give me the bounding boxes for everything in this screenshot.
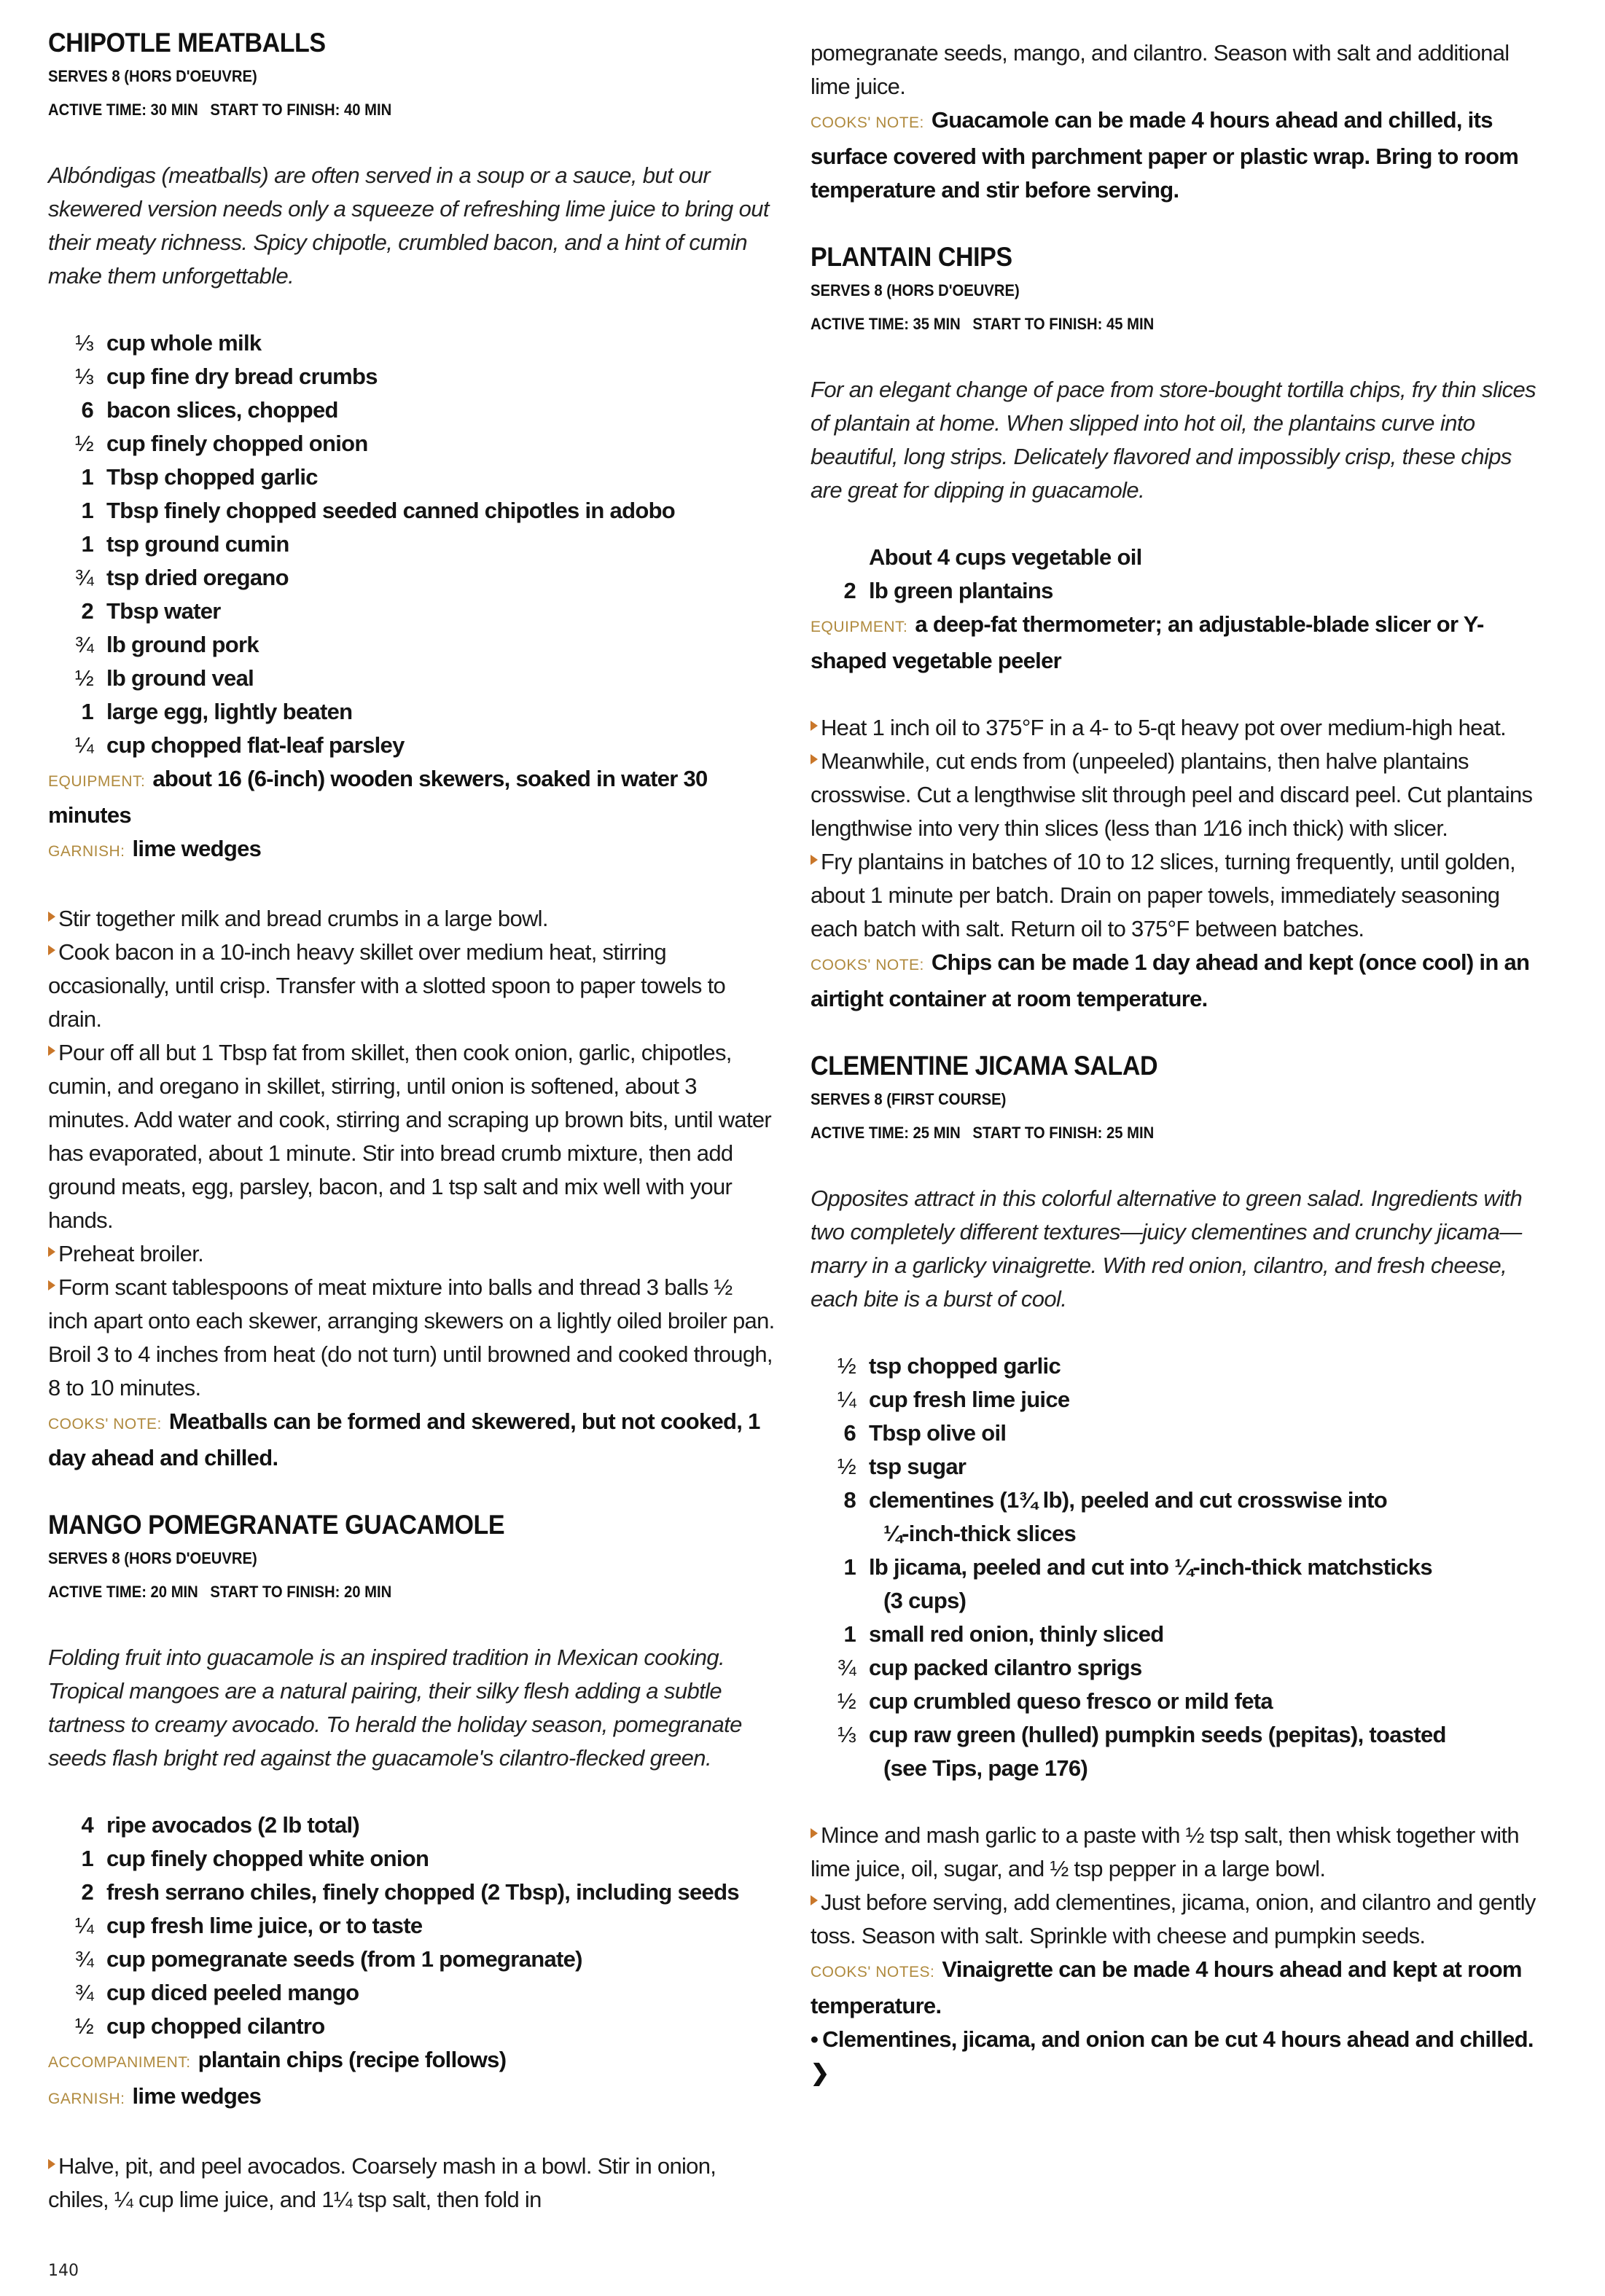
ingredient-qty: 1 <box>81 464 93 490</box>
method-step <box>811 1819 1539 1886</box>
ingredient-qty: ¼ <box>837 1387 856 1412</box>
recipe-title-guacamole: MANGO POMEGRANATE GUACAMOLE <box>48 1510 505 1540</box>
ingredient-item-continued <box>811 1752 1539 1785</box>
ingredient-desc: cup crumbled queso fresco or mild feta <box>869 1688 1273 1714</box>
equipment-text: a deep-fat thermometer; an adjustable-blade slicer or Y-shaped vegetable peeler <box>811 611 1484 673</box>
step-arrow-icon <box>811 754 818 764</box>
cooks-note-text-2: Clementines, jicama, and onion can be cut 4 hours ahead and chilled. <box>822 2026 1534 2052</box>
cooks-note-salad-2 <box>811 2023 1539 2090</box>
ingredient-qty: 1 <box>843 1554 856 1580</box>
bullet: • <box>811 2026 819 2052</box>
garnish-text: lime wedges <box>132 2083 262 2109</box>
ingredient-desc: cup raw green (hulled) pumpkin seeds (pepitas), toasted <box>869 1722 1446 1747</box>
ingredient-item <box>811 1551 1539 1584</box>
ingredient-desc: lb ground veal <box>106 665 254 691</box>
ingredient-item <box>811 1484 1539 1517</box>
method-step <box>48 1237 777 1271</box>
method-step <box>811 1886 1539 1953</box>
method-step <box>48 936 777 1036</box>
start-to-finish: START TO FINISH: 45 MIN <box>972 315 1155 333</box>
method-step <box>48 1036 777 1237</box>
ingredient-desc: About 4 cups vegetable oil <box>869 544 1142 570</box>
steps-meatballs <box>48 902 777 1405</box>
ingredient-item <box>811 1349 1539 1383</box>
ingredient-qty: ½ <box>74 431 93 456</box>
ingredient-item <box>811 574 1539 608</box>
ingredient-item <box>48 427 777 461</box>
ingredient-item <box>48 1909 777 1943</box>
ingredient-qty: 2 <box>81 598 93 624</box>
equipment-label: EQUIPMENT: <box>811 619 908 635</box>
ingredient-item <box>811 1618 1539 1651</box>
ingredient-qty-blank <box>811 1517 869 1551</box>
ingredient-qty: ¼ <box>74 732 93 758</box>
ingredient-item <box>48 1943 777 1976</box>
method-step <box>48 1271 777 1405</box>
ingredient-desc: Tbsp chopped garlic <box>106 464 318 490</box>
ingredient-qty: ¾ <box>74 1980 93 2005</box>
step-text: Just before serving, add clementines, jicama, onion, and cilantro and gently toss. Season with salt. Sprinkle with cheese and pumpkin seeds. <box>811 1889 1536 1948</box>
garnish-label: GARNISH: <box>48 2091 125 2107</box>
step-arrow-icon <box>48 2159 55 2169</box>
intro-salad: Opposites attract in this colorful alternative to green salad. Ingredients with two completely different textures—juicy clementines and crunchy jicama—marry in a garlicky vinaigrette. With red onion, cilantro, and fresh cheese, each bite is a burst of cool. <box>811 1186 1523 1312</box>
ingredient-desc: cup packed cilantro sprigs <box>869 1655 1142 1680</box>
cooks-note-meatballs <box>48 1405 777 1475</box>
ingredient-item <box>811 1718 1539 1752</box>
ingredient-qty: 1 <box>81 498 93 523</box>
times-guacamole <box>48 1575 719 1609</box>
right-column <box>811 0 1539 2090</box>
ingredient-desc: cup whole milk <box>106 330 262 356</box>
ingredient-item-continued <box>811 1584 1539 1618</box>
ingredient-item <box>48 695 777 729</box>
cooks-note-label: COOKS' NOTE: <box>811 114 924 131</box>
equipment-text: about 16 (6-inch) wooden skewers, soaked in water 30 minutes <box>48 766 708 828</box>
cooks-note-text: Vinaigrette can be made 4 hours ahead and kept at room temperature. <box>811 1956 1522 2018</box>
garnish-label: GARNISH: <box>48 843 125 860</box>
ingredient-desc: lb ground pork <box>106 632 259 657</box>
cooks-notes-salad <box>811 1953 1539 2023</box>
ingredient-item <box>48 326 777 360</box>
ingredient-desc: small red onion, thinly sliced <box>869 1621 1164 1647</box>
ingredient-qty: ½ <box>837 1353 856 1379</box>
ingredient-qty: 1 <box>843 1621 856 1647</box>
ingredient-qty: ⅓ <box>74 330 93 356</box>
step-arrow-icon <box>48 1046 55 1056</box>
step-text: Heat 1 inch oil to 375°F in a 4- to 5-qt heavy pot over medium-high heat. <box>821 715 1507 740</box>
accompaniment-label: ACCOMPANIMENT: <box>48 2054 191 2071</box>
ingredient-qty: ¾ <box>74 632 93 657</box>
ingredient-item <box>48 595 777 628</box>
recipe-title-meatballs: CHIPOTLE MEATBALLS <box>48 28 326 58</box>
steps-salad <box>811 1819 1539 1953</box>
ingredient-qty: ½ <box>837 1688 856 1714</box>
ingredient-item <box>48 393 777 427</box>
ingredient-item <box>811 1417 1539 1450</box>
step-guacamole-1-continued: pomegranate seeds, mango, and cilantro. Season with salt and additional lime juice. <box>811 40 1510 99</box>
step-text: Mince and mash garlic to a paste with ½ tsp salt, then whisk together with lime juice, oil, sugar, and ½ tsp pepper in a large bowl. <box>811 1822 1519 1881</box>
ingredient-qty: ¼ <box>74 1913 93 1938</box>
ingredient-item <box>48 662 777 695</box>
ingredient-qty: 6 <box>843 1420 856 1446</box>
recipe-title-plantain: PLANTAIN CHIPS <box>811 242 1012 272</box>
active-time: ACTIVE TIME: 30 MIN <box>48 101 198 119</box>
cooks-note-text: Guacamole can be made 4 hours ahead and chilled, its surface covered with parchment paper or plastic wrap. Bring to room temperature and stir before serving. <box>811 107 1519 203</box>
ingredient-qty: 6 <box>81 397 93 423</box>
method-step <box>811 845 1539 946</box>
ingredient-item <box>48 1976 777 2010</box>
accompaniment-text: plantain chips (recipe follows) <box>198 2047 507 2072</box>
ingredient-qty: ⅓ <box>837 1722 856 1747</box>
serves-plantain: SERVES 8 (HORS D'OEUVRE) <box>811 281 1020 299</box>
ingredient-item <box>48 494 777 528</box>
times-salad <box>811 1116 1481 1150</box>
step-text: Pour off all but 1 Tbsp fat from skillet, then cook onion, garlic, chipotles, cumin, and oregano in skillet, stirring, until onion is softened, about 3 minutes. Add water and cook, stirring and scraping up brown bits, until water has evaporated, about 1 minute. Stir into bread crumb mixture, then add ground meats, egg, parsley, bacon, and 1 tsp salt and mix well with your hands. <box>48 1040 772 1233</box>
ingredient-item-continued <box>811 1517 1539 1551</box>
ingredient-qty: ¾ <box>74 565 93 590</box>
ingredient-desc: cup diced peeled mango <box>106 1980 359 2005</box>
ingredient-desc: cup fresh lime juice <box>869 1387 1070 1412</box>
garnish-meatballs <box>48 832 777 869</box>
ingredient-desc: lb jicama, peeled and cut into ¼-inch-thick matchsticks <box>869 1554 1432 1580</box>
step-text: Halve, pit, and peel avocados. Coarsely mash in a bowl. Stir in onion, chiles, ¼ cup lime juice, and 1¼ tsp salt, then fold in <box>48 2153 716 2212</box>
ingredient-desc: cup fine dry bread crumbs <box>106 364 378 389</box>
cooks-notes-label: COOKS' NOTES: <box>811 1964 935 1980</box>
ingredient-item <box>811 541 1539 574</box>
garnish-guacamole <box>48 2080 777 2116</box>
left-column <box>48 0 777 2217</box>
ingredient-qty-blank <box>811 1752 869 1785</box>
ingredient-desc: fresh serrano chiles, finely chopped (2 Tbsp), including seeds <box>106 1879 739 1905</box>
ingredient-qty: 1 <box>81 531 93 557</box>
ingredient-item <box>811 1685 1539 1718</box>
ingredient-item <box>48 461 777 494</box>
ingredient-desc: Tbsp finely chopped seeded canned chipotles in adobo <box>106 498 676 523</box>
cooks-note-guacamole <box>811 103 1539 207</box>
ingredient-qty: 2 <box>843 578 856 603</box>
ingredient-qty: 4 <box>81 1812 93 1838</box>
ingredient-desc: ripe avocados (2 lb total) <box>106 1812 359 1838</box>
ingredient-qty: ½ <box>74 665 93 691</box>
ingredient-desc: tsp chopped garlic <box>869 1353 1061 1379</box>
step-text: Meanwhile, cut ends from (unpeeled) plantains, then halve plantains crosswise. Cut a lengthwise slit through peel and discard peel. Cut plantains lengthwise into very thin slices (less than 1⁄16 inch thick) with slicer. <box>811 748 1533 841</box>
ingredient-desc: bacon slices, chopped <box>106 397 338 423</box>
recipe-title-salad: CLEMENTINE JICAMA SALAD <box>811 1051 1158 1081</box>
ingredient-list-salad <box>811 1349 1539 1785</box>
ingredient-item <box>48 1809 777 1842</box>
ingredient-desc-continued: (3 cups) <box>883 1588 966 1613</box>
ingredient-desc: cup pomegranate seeds (from 1 pomegranate) <box>106 1946 582 1972</box>
cooks-note-plantain <box>811 946 1539 1016</box>
method-step <box>48 902 777 936</box>
active-time: ACTIVE TIME: 20 MIN <box>48 1583 198 1601</box>
cooks-note-label: COOKS' NOTE: <box>48 1416 162 1433</box>
ingredient-qty-blank <box>811 1584 869 1618</box>
step-arrow-icon <box>48 1247 55 1257</box>
ingredient-item <box>48 360 777 393</box>
ingredient-item <box>48 1876 777 1909</box>
intro-guacamole: Folding fruit into guacamole is an inspired tradition in Mexican cooking. Tropical mangoes are a natural pairing, their silky flesh adding a subtle tartness to creamy avocado. To herald the holiday season, pomegranate seeds flash bright red against the guacamole's cilantro-flecked green. <box>48 1645 742 1771</box>
ingredient-qty: 8 <box>843 1487 856 1513</box>
steps-plantain <box>811 711 1539 946</box>
step-text: Fry plantains in batches of 10 to 12 slices, turning frequently, until golden, about 1 minute per batch. Drain on paper towels, immediately seasoning each batch with salt. Return oil to 375°F between batches. <box>811 849 1515 941</box>
step-text: Preheat broiler. <box>58 1241 204 1266</box>
ingredient-desc: cup chopped flat-leaf parsley <box>106 732 405 758</box>
times-meatballs <box>48 93 719 127</box>
page-number: 140 <box>48 2262 79 2280</box>
serves-guacamole: SERVES 8 (HORS D'OEUVRE) <box>48 1549 257 1567</box>
serves-meatballs: SERVES 8 (HORS D'OEUVRE) <box>48 67 257 85</box>
garnish-text: lime wedges <box>132 836 262 861</box>
ingredient-list-guacamole <box>48 1809 777 2043</box>
equipment-label: EQUIPMENT: <box>48 773 146 790</box>
ingredient-item <box>48 2010 777 2043</box>
method-step <box>811 745 1539 845</box>
active-time: ACTIVE TIME: 35 MIN <box>811 315 961 333</box>
start-to-finish: START TO FINISH: 40 MIN <box>210 101 392 119</box>
ingredient-desc: large egg, lightly beaten <box>106 699 353 724</box>
ingredient-desc-continued: (see Tips, page 176) <box>883 1755 1088 1781</box>
step-arrow-icon <box>811 1895 818 1905</box>
step-arrow-icon <box>811 721 818 731</box>
serves-salad: SERVES 8 (FIRST COURSE) <box>811 1090 1007 1108</box>
cooks-note-text: Chips can be made 1 day ahead and kept (once cool) in an airtight container at room temperature. <box>811 949 1530 1011</box>
intro-meatballs: Albóndigas (meatballs) are often served in a soup or a sauce, but our skewered version needs only a squeeze of refreshing lime juice to bring out their meaty richness. Spicy chipotle, crumbled bacon, and a hint of cumin make them unforgettable. <box>48 162 769 289</box>
step-arrow-icon <box>48 1280 55 1290</box>
step-guacamole-1 <box>48 2150 777 2217</box>
accompaniment-guacamole <box>48 2043 777 2080</box>
ingredient-desc: tsp sugar <box>869 1454 966 1479</box>
ingredient-desc: cup chopped cilantro <box>106 2013 325 2039</box>
ingredient-desc-continued: ¼-inch-thick slices <box>883 1521 1077 1546</box>
ingredient-item <box>811 1383 1539 1417</box>
step-text: Form scant tablespoons of meat mixture into balls and thread 3 balls ½ inch apart onto each skewer, arranging skewers on a lightly oiled broiler pan. Broil 3 to 4 inches from heat (do not turn) until browned and cooked through, 8 to 10 minutes. <box>48 1274 775 1400</box>
step-arrow-icon <box>811 855 818 865</box>
ingredient-qty: ¾ <box>837 1655 856 1680</box>
ingredient-item <box>48 729 777 762</box>
step-arrow-icon <box>48 945 55 955</box>
ingredient-item <box>48 528 777 561</box>
cooks-note-text: Meatballs can be formed and skewered, but not cooked, 1 day ahead and chilled. <box>48 1408 760 1470</box>
step-arrow-icon <box>811 1828 818 1838</box>
start-to-finish: START TO FINISH: 25 MIN <box>972 1124 1155 1142</box>
equipment-plantain <box>811 608 1539 678</box>
ingredient-item <box>811 1651 1539 1685</box>
intro-plantain: For an elegant change of pace from store-bought tortilla chips, fry thin slices of plantain at home. When slipped into hot oil, the plantains curve into beautiful, long strips. Delicately flavored and impossibly crisp, these chips are great for dipping in guacamole. <box>811 377 1536 503</box>
ingredient-desc: cup finely chopped onion <box>106 431 368 456</box>
ingredient-list-plantain <box>811 541 1539 608</box>
ingredient-qty: ¾ <box>74 1946 93 1972</box>
times-plantain <box>811 307 1481 341</box>
ingredient-list-meatballs <box>48 326 777 762</box>
ingredient-qty: 2 <box>81 1879 93 1905</box>
chevron-right-icon: ❯ <box>811 2060 829 2085</box>
ingredient-desc: cup fresh lime juice, or to taste <box>106 1913 423 1938</box>
step-text: Cook bacon in a 10-inch heavy skillet over medium heat, stirring occasionally, until crisp. Transfer with a slotted spoon to paper towels to drain. <box>48 939 726 1032</box>
ingredient-qty: 1 <box>81 699 93 724</box>
step-text: Stir together milk and bread crumbs in a large bowl. <box>58 906 548 931</box>
ingredient-desc: tsp ground cumin <box>106 531 289 557</box>
ingredient-item <box>48 628 777 662</box>
start-to-finish: START TO FINISH: 20 MIN <box>210 1583 392 1601</box>
ingredient-qty: ½ <box>837 1454 856 1479</box>
equipment-meatballs <box>48 762 777 832</box>
ingredient-desc: Tbsp water <box>106 598 221 624</box>
ingredient-qty: ½ <box>74 2013 93 2039</box>
ingredient-desc: Tbsp olive oil <box>869 1420 1007 1446</box>
cooks-note-label: COOKS' NOTE: <box>811 957 924 973</box>
method-step <box>811 711 1539 745</box>
ingredient-item <box>48 561 777 595</box>
ingredient-desc: tsp dried oregano <box>106 565 289 590</box>
ingredient-item <box>811 1450 1539 1484</box>
ingredient-desc: clementines (1¾ lb), peeled and cut crosswise into <box>869 1487 1387 1513</box>
step-arrow-icon <box>48 912 55 922</box>
ingredient-qty: 1 <box>81 1846 93 1871</box>
ingredient-desc: lb green plantains <box>869 578 1053 603</box>
ingredient-item <box>48 1842 777 1876</box>
active-time: ACTIVE TIME: 25 MIN <box>811 1124 961 1142</box>
ingredient-desc: cup finely chopped white onion <box>106 1846 429 1871</box>
ingredient-qty: ⅓ <box>74 364 93 389</box>
ingredient-qty <box>811 541 869 574</box>
